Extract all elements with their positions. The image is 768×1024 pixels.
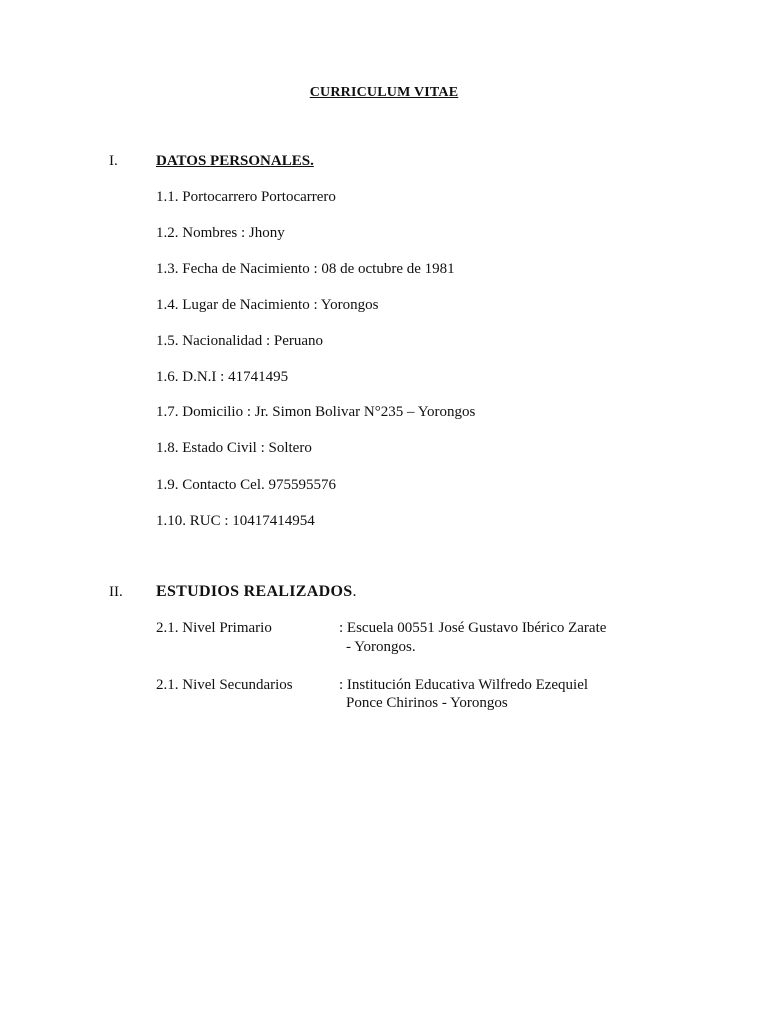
section-title-text: ESTUDIOS REALIZADOS bbox=[156, 583, 353, 600]
section-title-studies bbox=[156, 583, 357, 601]
personal-item-civil-status: 1.8. Estado Civil : Soltero bbox=[156, 440, 312, 456]
study-value-primary-continuation: - Yorongos. bbox=[346, 639, 416, 655]
study-value-primary: : Escuela 00551 José Gustavo Ibérico Zarate bbox=[339, 620, 607, 636]
personal-item-ruc: 1.10. RUC : 10417414954 bbox=[156, 513, 315, 529]
personal-item-nationality: 1.5. Nacionalidad : Peruano bbox=[156, 333, 324, 349]
personal-item-surnames: 1.1. Portocarrero Portocarrero bbox=[156, 189, 336, 205]
personal-item-phone: 1.9. Contacto Cel. 975595576 bbox=[156, 477, 336, 493]
study-value-secondary-continuation: Ponce Chirinos - Yorongos bbox=[346, 695, 508, 711]
personal-item-dni: 1.6. D.N.I : 41741495 bbox=[156, 369, 289, 385]
personal-item-address: 1.7. Domicilio : Jr. Simon Bolivar N°235 – Yorongos bbox=[156, 404, 476, 420]
section-title-text: DATOS PERSONALES. bbox=[156, 153, 314, 169]
personal-item-names: 1.2. Nombres : Jhony bbox=[156, 225, 285, 241]
section-number-1: I. bbox=[109, 153, 118, 169]
study-label-secondary: 2.1. Nivel Secundarios bbox=[156, 677, 293, 693]
section-title-personal-data bbox=[156, 153, 314, 170]
study-value-secondary: : Institución Educativa Wilfredo Ezequiel bbox=[339, 677, 589, 693]
personal-item-birth-place: 1.4. Lugar de Nacimiento : Yorongos bbox=[156, 297, 379, 313]
document-title: CURRICULUM VITAE bbox=[309, 85, 459, 100]
section-title-period: . bbox=[352, 583, 357, 600]
personal-item-birth-date: 1.3. Fecha de Nacimiento : 08 de octubre de 1981 bbox=[156, 261, 455, 277]
section-number-2: II. bbox=[109, 584, 123, 600]
study-label-primary: 2.1. Nivel Primario bbox=[156, 620, 272, 636]
